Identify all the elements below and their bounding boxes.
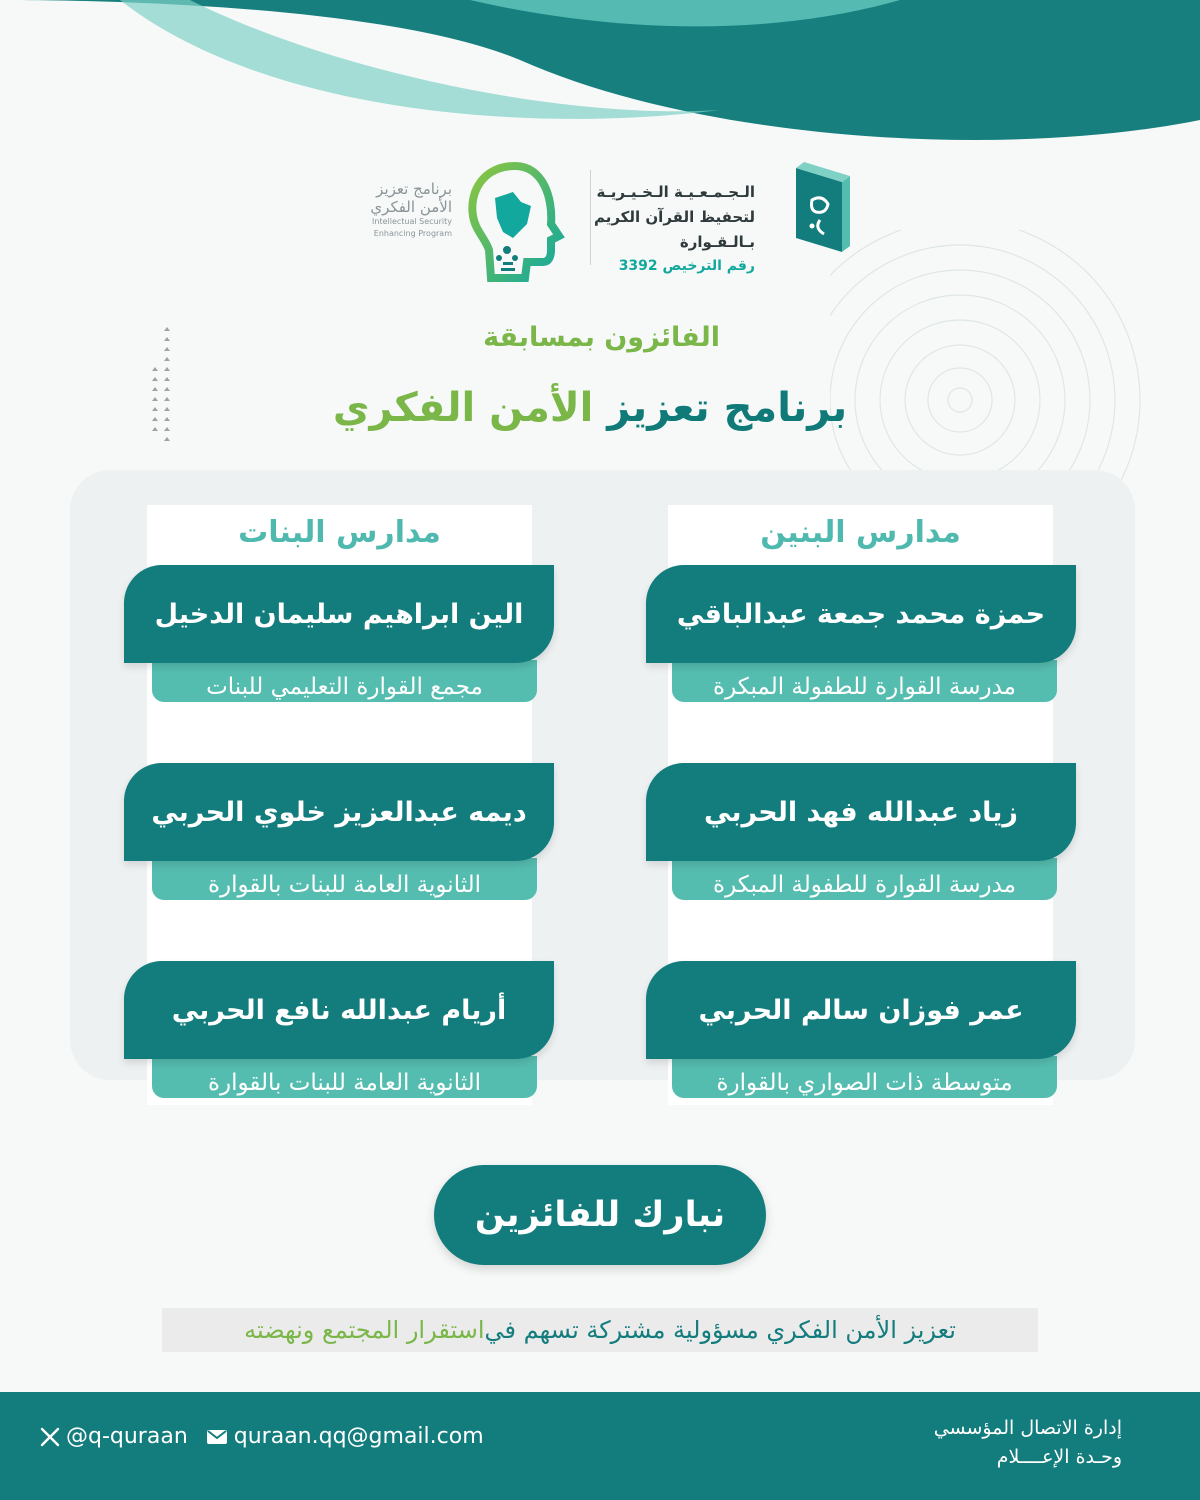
headline-title	[320, 385, 860, 431]
boys-winner-3-name: عمر فوزان سالم الحربي	[646, 961, 1076, 1059]
logo-header	[360, 150, 860, 290]
boys-winner-2-school: مدرسة القوارة للطفولة المبكرة	[672, 858, 1057, 900]
association-logo	[790, 160, 856, 260]
program-logo	[455, 158, 580, 288]
slogan-bar	[162, 1308, 1038, 1352]
footer	[0, 1392, 1200, 1500]
boys-winner-1-school: مدرسة القوارة للطفولة المبكرة	[672, 660, 1057, 702]
program-name-en-1: Intellectual Security	[372, 217, 452, 226]
girls-winner-3-school: الثانوية العامة للبنات بالقوارة	[152, 1056, 537, 1098]
girls-winner-1-school: مجمع القوارة التعليمي للبنات	[152, 660, 537, 702]
logo-divider	[590, 170, 591, 265]
contact-info	[40, 1424, 502, 1449]
program-name-ar-2: الأمن الفكري	[370, 198, 452, 216]
girls-winner-1-name: الين ابراهيم سليمان الدخيل	[124, 565, 554, 663]
girls-winner-2-school: الثانوية العامة للبنات بالقوارة	[152, 858, 537, 900]
program-name-en-2: Enhancing Program	[373, 229, 452, 238]
top-wave-decoration	[0, 0, 1200, 160]
association-line3: بـالـقـوارة	[679, 233, 755, 251]
program-name	[360, 180, 452, 240]
email-address: quraan.qq@gmail.com	[233, 1424, 484, 1449]
email-link[interactable]	[206, 1424, 484, 1449]
department-line2: وحـدة الإعــــلام	[996, 1446, 1122, 1468]
girls-schools-title: مدارس البنات	[238, 515, 441, 550]
department-line1: إدارة الاتصال المؤسسي	[933, 1417, 1122, 1439]
boys-winner-2-name: زياد عبدالله فهد الحربي	[646, 763, 1076, 861]
congrats-banner: نبارك للفائزين	[434, 1165, 766, 1265]
girls-winner-2-name: ديمه عبدالعزيز خلوي الحربي	[124, 763, 554, 861]
x-handle: @q-quraan	[66, 1424, 188, 1449]
association-line1: الـجـمـعـيـة الـخـيـريـة	[596, 183, 755, 201]
headline-title-part2: الأمن الفكري	[332, 385, 594, 431]
boys-winner-1-name: حمزة محمد جمعة عبدالباقي	[646, 565, 1076, 663]
headline-subtitle: الفائزون بمسابقة	[483, 322, 720, 353]
slogan-part2: استقرار المجتمع ونهضته	[244, 1316, 485, 1344]
association-line2: لتحفيظ القرآن الكريم	[593, 208, 755, 226]
association-name	[594, 180, 755, 277]
girls-winner-3-name: أريام عبدالله نافع الحربي	[124, 961, 554, 1059]
boys-schools-title: مدارس البنين	[760, 515, 961, 550]
headline-title-part1: برنامج تعزيز	[593, 385, 848, 431]
dots-decoration	[148, 325, 178, 450]
email-icon	[206, 1429, 228, 1445]
program-name-ar-1: برنامج تعزيز	[376, 180, 452, 198]
x-handle-link[interactable]	[40, 1424, 188, 1449]
boys-winner-3-school: متوسطة ذات الصواري بالقوارة	[672, 1056, 1057, 1098]
license-number: رقم الترخيص 3392	[618, 258, 755, 274]
department-info	[934, 1414, 1122, 1472]
x-logo-icon	[40, 1427, 60, 1447]
slogan-part1: تعزيز الأمن الفكري مسؤولية مشتركة تسهم في	[484, 1316, 956, 1344]
